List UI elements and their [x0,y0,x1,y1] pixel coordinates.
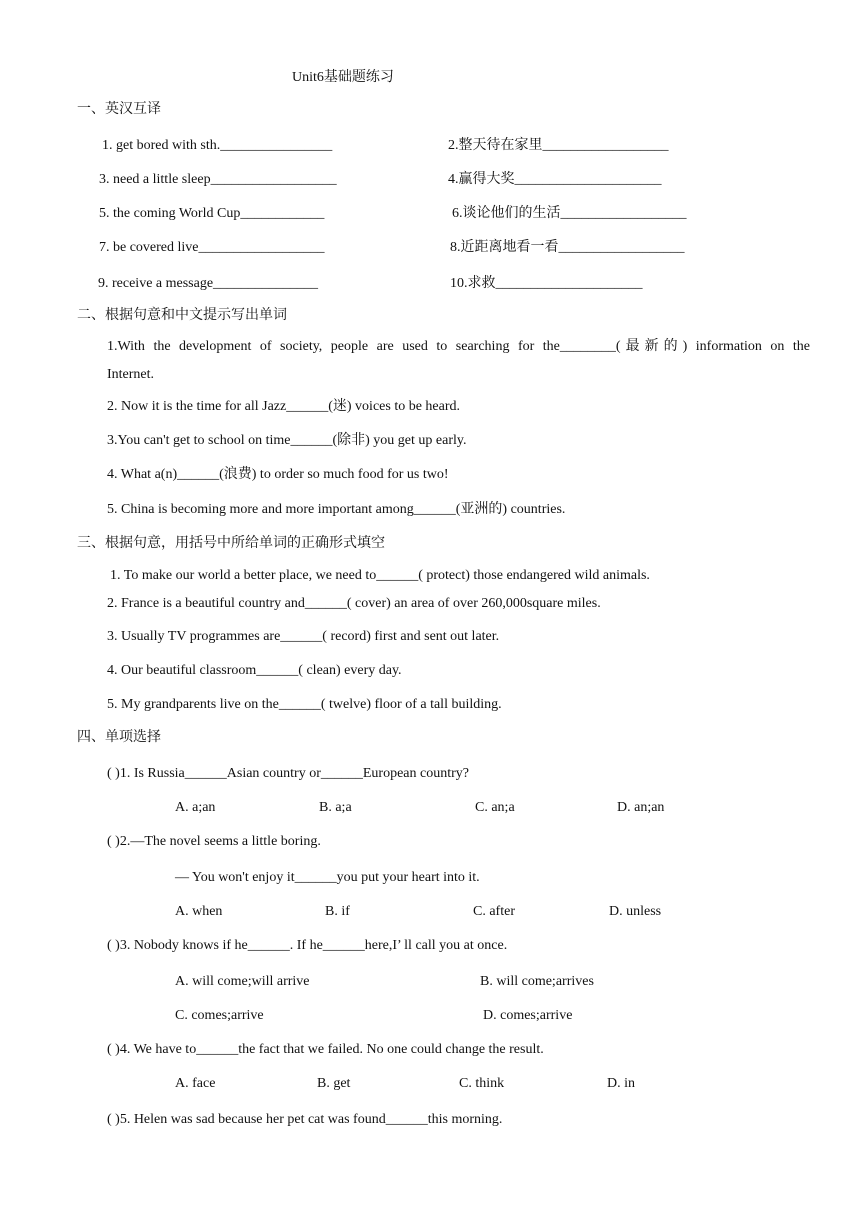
question-item: 3. Usually TV programmes are______( record) first and sent out later. [107,629,500,644]
mc-option: C. after [473,904,515,919]
translation-item: 9. receive a message_______________ [98,276,319,291]
question-item-continued: Internet. [107,367,155,382]
question-item: 2. Now it is the time for all Jazz______(迷) voices to be heard. [107,399,461,414]
mc-option: D. unless [609,904,662,919]
section-heading-multiple-choice: 四、单项选择 [77,730,161,745]
mc-option: B. will come;arrives [480,974,594,989]
question-item: 5. China is becoming more and more important among______(亚洲的) countries. [107,502,566,517]
mc-option: D. an;an [617,800,665,815]
translation-item: 7. be covered live__________________ [99,240,325,255]
translation-item: 3. need a little sleep__________________ [99,172,337,187]
mc-question-stem: ( )2.—The novel seems a little boring. [107,834,321,849]
question-item: 3.You can't get to school on time______(除非) you get up early. [107,433,467,448]
question-item: 4. Our beautiful classroom______( clean) every day. [107,663,402,678]
mc-option: B. a;a [319,800,352,815]
mc-option: A. will come;will arrive [175,974,310,989]
question-item: 2. France is a beautiful country and______( cover) an area of over 260,000square miles. [107,596,601,611]
translation-item: 4.赢得大奖_____________________ [448,172,662,187]
mc-question-stem: ( )3. Nobody knows if he______. If he______here,I’ ll call you at once. [107,938,508,953]
section-heading-translation: 一、英汉互译 [77,102,161,117]
mc-option: A. when [175,904,223,919]
mc-option: C. an;a [475,800,515,815]
translation-item: 1. get bored with sth.________________ [102,138,333,153]
mc-question-stem: ( )4. We have to______the fact that we failed. No one could change the result. [107,1042,544,1057]
translation-item: 8.近距离地看一看__________________ [450,240,685,255]
translation-item: 2.整天待在家里__________________ [448,138,669,153]
question-item: 1. To make our world a better place, we need to______( protect) those endangered wild animals. [110,568,650,583]
question-item: 1.With the development of society, people are used to searching for the________(最新的) information on the [107,339,810,354]
mc-option: B. get [317,1076,351,1091]
mc-option: D. in [607,1076,635,1091]
translation-item: 5. the coming World Cup____________ [99,206,325,221]
mc-option: C. think [459,1076,505,1091]
mc-question-stem: ( )5. Helen was sad because her pet cat was found______this morning. [107,1112,503,1127]
section-heading-word-form: 三、根据句意，用括号中所给单词的正确形式填空 [77,536,385,551]
mc-question-stem: ( )1. Is Russia______Asian country or______European country? [107,766,469,781]
mc-option: A. face [175,1076,216,1091]
mc-option: B. if [325,904,350,919]
mc-option: D. comes;arrive [483,1008,573,1023]
page-title: Unit6基础题练习 [292,70,394,85]
mc-question-stem-reply: — You won't enjoy it______you put your heart into it. [175,870,480,885]
translation-item: 6.谈论他们的生活__________________ [452,206,687,221]
mc-option: A. a;an [175,800,216,815]
question-item: 4. What a(n)______(浪费) to order so much food for us two! [107,467,449,482]
section-heading-word-hint: 二、根据句意和中文提示写出单词 [77,308,287,323]
question-item: 5. My grandparents live on the______( twelve) floor of a tall building. [107,697,502,712]
mc-option: C. comes;arrive [175,1008,264,1023]
translation-item: 10.求救_____________________ [450,276,643,291]
